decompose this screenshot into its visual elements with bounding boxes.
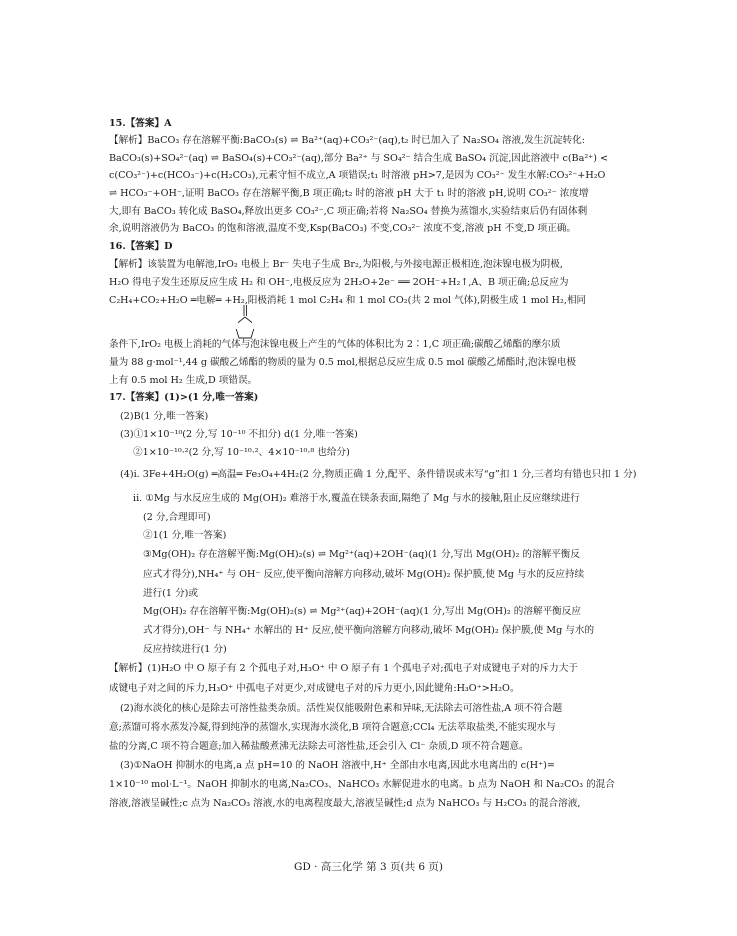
text-line: 【解析】(1)H₂O 中 O 原子有 2 个孤电子对,H₃O⁺ 中 O 原子有 1 个孤电子对;孤电子对成键电子对的斥力大于 <box>109 663 578 674</box>
text-line: 意;蒸馏可将水蒸发冷凝,得到纯净的蒸馏水,实现海水淡化,B 项符合题意;CCl₄ 无法萃取盐类,不能实现水与 <box>109 722 556 733</box>
text-line: 式才得分),OH⁻ 与 NH₄⁺ 水解出的 H⁺ 反应,使平衡向溶解方向移动,破坏 Mg(OH)₂ 保护膜,使 Mg 与水的 <box>143 625 595 636</box>
text-line: 1×10⁻¹⁰ mol·L⁻¹。NaOH 抑制水的电离,Na₂CO₃、NaHCO₃ 水解促进水的电离。b 点为 NaOH 和 Na₂CO₃ 的混合 <box>109 779 615 790</box>
text-line: 【解析】该装置为电解池,IrO₂ 电极上 Br⁻ 失电子生成 Br₂,为阳极,与外接电源正极相连,泡沫镍电极为阴极, <box>109 259 563 270</box>
text-line: 盐的分离,C 项不符合题意;加入稀盐酸煮沸无法除去可溶性盐,还会引入 Cl⁻ 杂质,D 项不符合题意。 <box>109 741 529 752</box>
text-line: (3)①1×10⁻¹⁰(2 分,写 10⁻¹⁰ 不扣分) d(1 分,唯一答案) <box>120 429 358 440</box>
text-line: ii. ①Mg 与水反应生成的 Mg(OH)₂ 难溶于水,覆盖在镁条表面,隔绝了 Mg 与水的接触,阻止反应继续进行 <box>133 493 580 504</box>
text-line: 上有 0.5 mol H₂ 生成,D 项错误。 <box>109 375 258 386</box>
text-line: (4)i. 3Fe+4H₂O(g) ═高温═ Fe₃O₄+4H₂(2 分,物质正确 1 分,配平、条件错误或未写“g”扣 1 分,三者均有错也只扣 1 分) <box>120 469 637 480</box>
text-line: 16.【答案】D <box>109 241 173 252</box>
text-line: H₂O 得电子发生还原反应生成 H₂ 和 OH⁻,电极反应为 2H₂O+2e⁻ ══ 2OH⁻+H₂↑,A、B 项正确;总反应为 <box>109 277 569 288</box>
text-line: ②1×10⁻¹⁰·²(2 分,写 10⁻¹⁰·²、4×10⁻¹⁰·⁸ 也给分) <box>133 447 350 458</box>
text-line: 应式才得分),NH₄⁺ 与 OH⁻ 反应,使平衡向溶解方向移动,破坏 Mg(OH)₂ 保护膜,使 Mg 与水的反应持续 <box>143 569 585 580</box>
text-line: 15.【答案】A <box>109 118 172 129</box>
text-line: ③Mg(OH)₂ 存在溶解平衡:Mg(OH)₂(s) ⇌ Mg²⁺(aq)+2OH⁻(aq)(1 分,写出 Mg(OH)₂ 的溶解平衡反 <box>143 549 580 560</box>
text-line: ②1(1 分,唯一答案) <box>143 530 227 541</box>
text-line: (2)海水淡化的核心是除去可溶性盐类杂质。活性炭仅能吸附色素和异味,无法除去可溶性盐,A 项不符合题 <box>120 703 563 714</box>
text-line: ⇌ HCO₃⁻+OH⁻,证明 BaCO₃ 存在溶解平衡,B 项正确;t₂ 时的溶液 pH 大于 t₁ 时的溶液 pH,说明 CO₃²⁻ 浓度增 <box>109 188 589 199</box>
text-line: 量为 88 g·mol⁻¹,44 g 碳酸乙烯酯的物质的量为 0.5 mol,根据总反应生成 0.5 mol 碳酸乙烯酯时,泡沫镍电极 <box>109 357 576 368</box>
text-line: (3)①NaOH 抑制水的电离,a 点 pH=10 的 NaOH 溶液中,H⁺ 全部由水电离,因此水电离出的 c(H⁺)= <box>120 760 555 771</box>
text-line: 【解析】BaCO₃ 存在溶解平衡:BaCO₃(s) ⇌ Ba²⁺(aq)+CO₃²⁻(aq),t₂ 时已加入了 Na₂SO₄ 溶液,发生沉淀转化: <box>109 135 585 146</box>
text-line: 余,说明溶液仍为 BaCO₃ 的饱和溶液,温度不变,Ksp(BaCO₃) 不变,CO₃²⁻ 浓度不变,溶液 pH 不变,D 项正确。 <box>109 223 576 234</box>
text-line: BaCO₃(s)+SO₄²⁻(aq) ⇌ BaSO₄(s)+CO₃²⁻(aq),部分 Ba²⁺ 与 SO₄²⁻ 结合生成 BaSO₄ 沉淀,因此溶液中 c(Ba²⁺) < <box>109 153 609 164</box>
text-line: c(CO₃²⁻)+c(HCO₃⁻)+c(H₂CO₃),元素守恒不成立,A 项错误;t₁ 时溶液 pH>7,是因为 CO₃²⁻ 发生水解:CO₃²⁻+H₂O <box>109 170 606 181</box>
text-line: (2 分,合理即可) <box>143 512 211 523</box>
text-line: (2)B(1 分,唯一答案) <box>120 411 209 422</box>
text-line: 溶液,溶液呈碱性;c 点为 Na₂CO₃ 溶液,水的电离程度最大,溶液呈碱性;d 点为 NaHCO₃ 与 H₂CO₃ 的混合溶液, <box>109 798 581 809</box>
text-line: 反应持续进行(1 分) <box>143 644 227 655</box>
text-line: C₂H₄+CO₂+H₂O ═电解═ +H₂,阳极消耗 1 mol C₂H₄ 和 1 mol CO₂(共 2 mol 气体),阴极生成 1 mol H₂,相同 <box>109 295 587 306</box>
text-line: 条件下,IrO₂ 电极上消耗的气体与泡沫镍电极上产生的气体的体积比为 2∶1,C 项正确;碳酸乙烯酯的摩尔质 <box>109 339 561 350</box>
text-line: 成键电子对之间的斥力,H₃O⁺ 中孤电子对更少,对成键电子对的斥力更小,因此键角:H₃O⁺>H₂O。 <box>109 683 520 694</box>
text-line: 进行(1 分)或 <box>143 588 199 599</box>
ethylene-carbonate-structure <box>222 303 266 345</box>
text-line: 17.【答案】(1)>(1 分,唯一答案) <box>109 392 259 403</box>
page-footer: GD · 高三化学 第 3 页(共 6 页) <box>293 861 444 873</box>
text-line: Mg(OH)₂ 存在溶解平衡:Mg(OH)₂(s) ⇌ Mg²⁺(aq)+2OH⁻(aq)(1 分,写出 Mg(OH)₂ 的溶解平衡反应 <box>143 606 581 617</box>
text-line: 大,即有 BaCO₃ 转化成 BaSO₄,释放出更多 CO₃²⁻,C 项正确;若将 Na₂SO₄ 替换为蒸馏水,实验结束后仍有固体剩 <box>109 206 588 217</box>
